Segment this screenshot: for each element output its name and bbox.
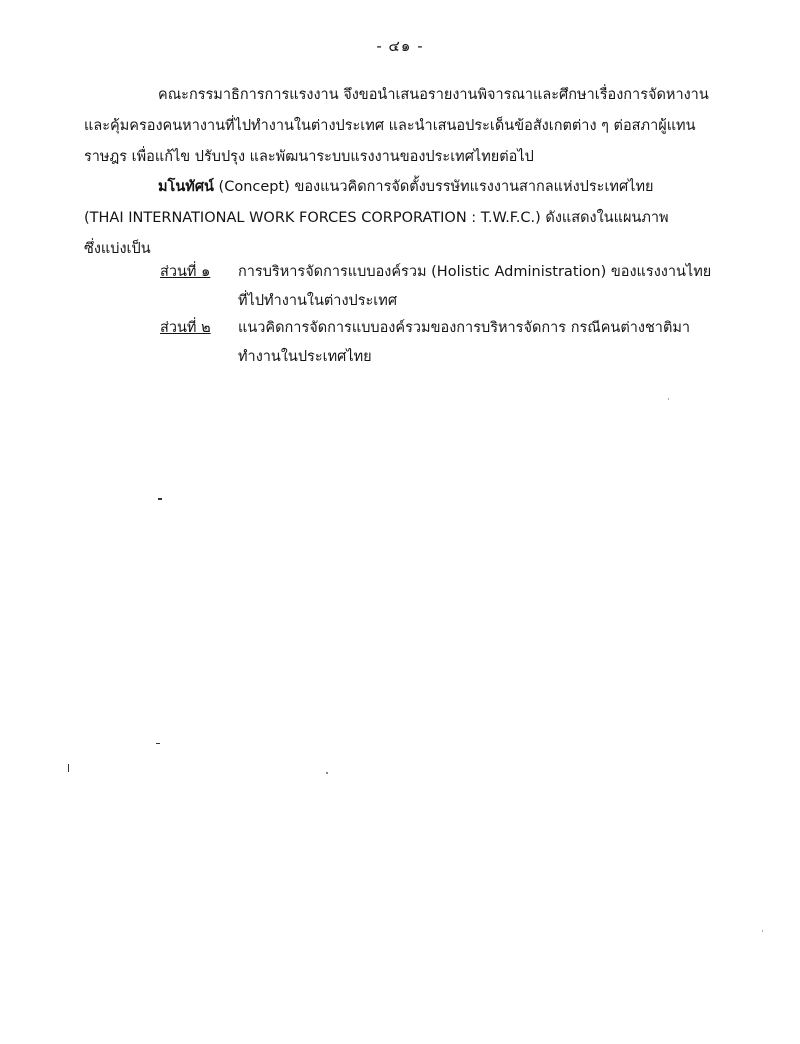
section-2-line-1: แนวคิดการจัดการแบบองค์รวมของการบริหารจัดการ กรณีคนต่างชาติมา xyxy=(238,320,691,336)
scan-speck xyxy=(326,772,328,774)
concept-term: มโนทัศน์ xyxy=(158,179,214,195)
intro-line-1: คณะกรรมาธิการการแรงงาน จึงขอนำเสนอรายงานพิจารณาและศึกษาเรื่องการจัดหางาน xyxy=(158,87,709,103)
concept-paragraph xyxy=(84,172,724,265)
intro-line-3: ราษฎร เพื่อแก้ไข ปรับปรุง และพัฒนาระบบแรงงานของประเทศไทยต่อไป xyxy=(84,149,534,165)
concept-line-1 xyxy=(84,172,724,203)
page-number: - ๔๑ - xyxy=(376,37,424,55)
section-1-line-2: ที่ไปทำงานในต่างประเทศ xyxy=(238,293,398,309)
intro-line-2: และคุ้มครองคนหางานที่ไปทำงานในต่างประเทศ และนำเสนอประเด็นข้อสังเกตต่าง ๆ ต่อสภาผู้แทน xyxy=(84,118,696,134)
scan-speck xyxy=(156,743,160,744)
concept-line-2: (THAI INTERNATIONAL WORK FORCES CORPORATION : T.W.F.C.) ดังแสดงในแผนภาพ xyxy=(84,210,669,226)
section-1-label: ส่วนที่ ๑ xyxy=(160,264,211,280)
section-1-content xyxy=(238,258,758,316)
intro-paragraph xyxy=(84,80,724,173)
section-1-line-1: การบริหารจัดการแบบองค์รวม (Holistic Administration) ของแรงงานไทย xyxy=(238,264,712,280)
scan-speck xyxy=(158,498,162,500)
section-2-content xyxy=(238,314,758,372)
scan-speck xyxy=(668,398,669,400)
scan-speck xyxy=(68,764,69,772)
section-2-line-2: ทำงานในประเทศไทย xyxy=(238,349,372,365)
concept-line-1-rest: (Concept) ของแนวคิดการจัดตั้งบรรษัทแรงงานสากลแห่งประเทศไทย xyxy=(213,179,654,195)
section-2-label: ส่วนที่ ๒ xyxy=(160,320,211,336)
scan-speck xyxy=(762,930,763,932)
concept-line-3: ซึ่งแบ่งเป็น xyxy=(84,241,151,257)
